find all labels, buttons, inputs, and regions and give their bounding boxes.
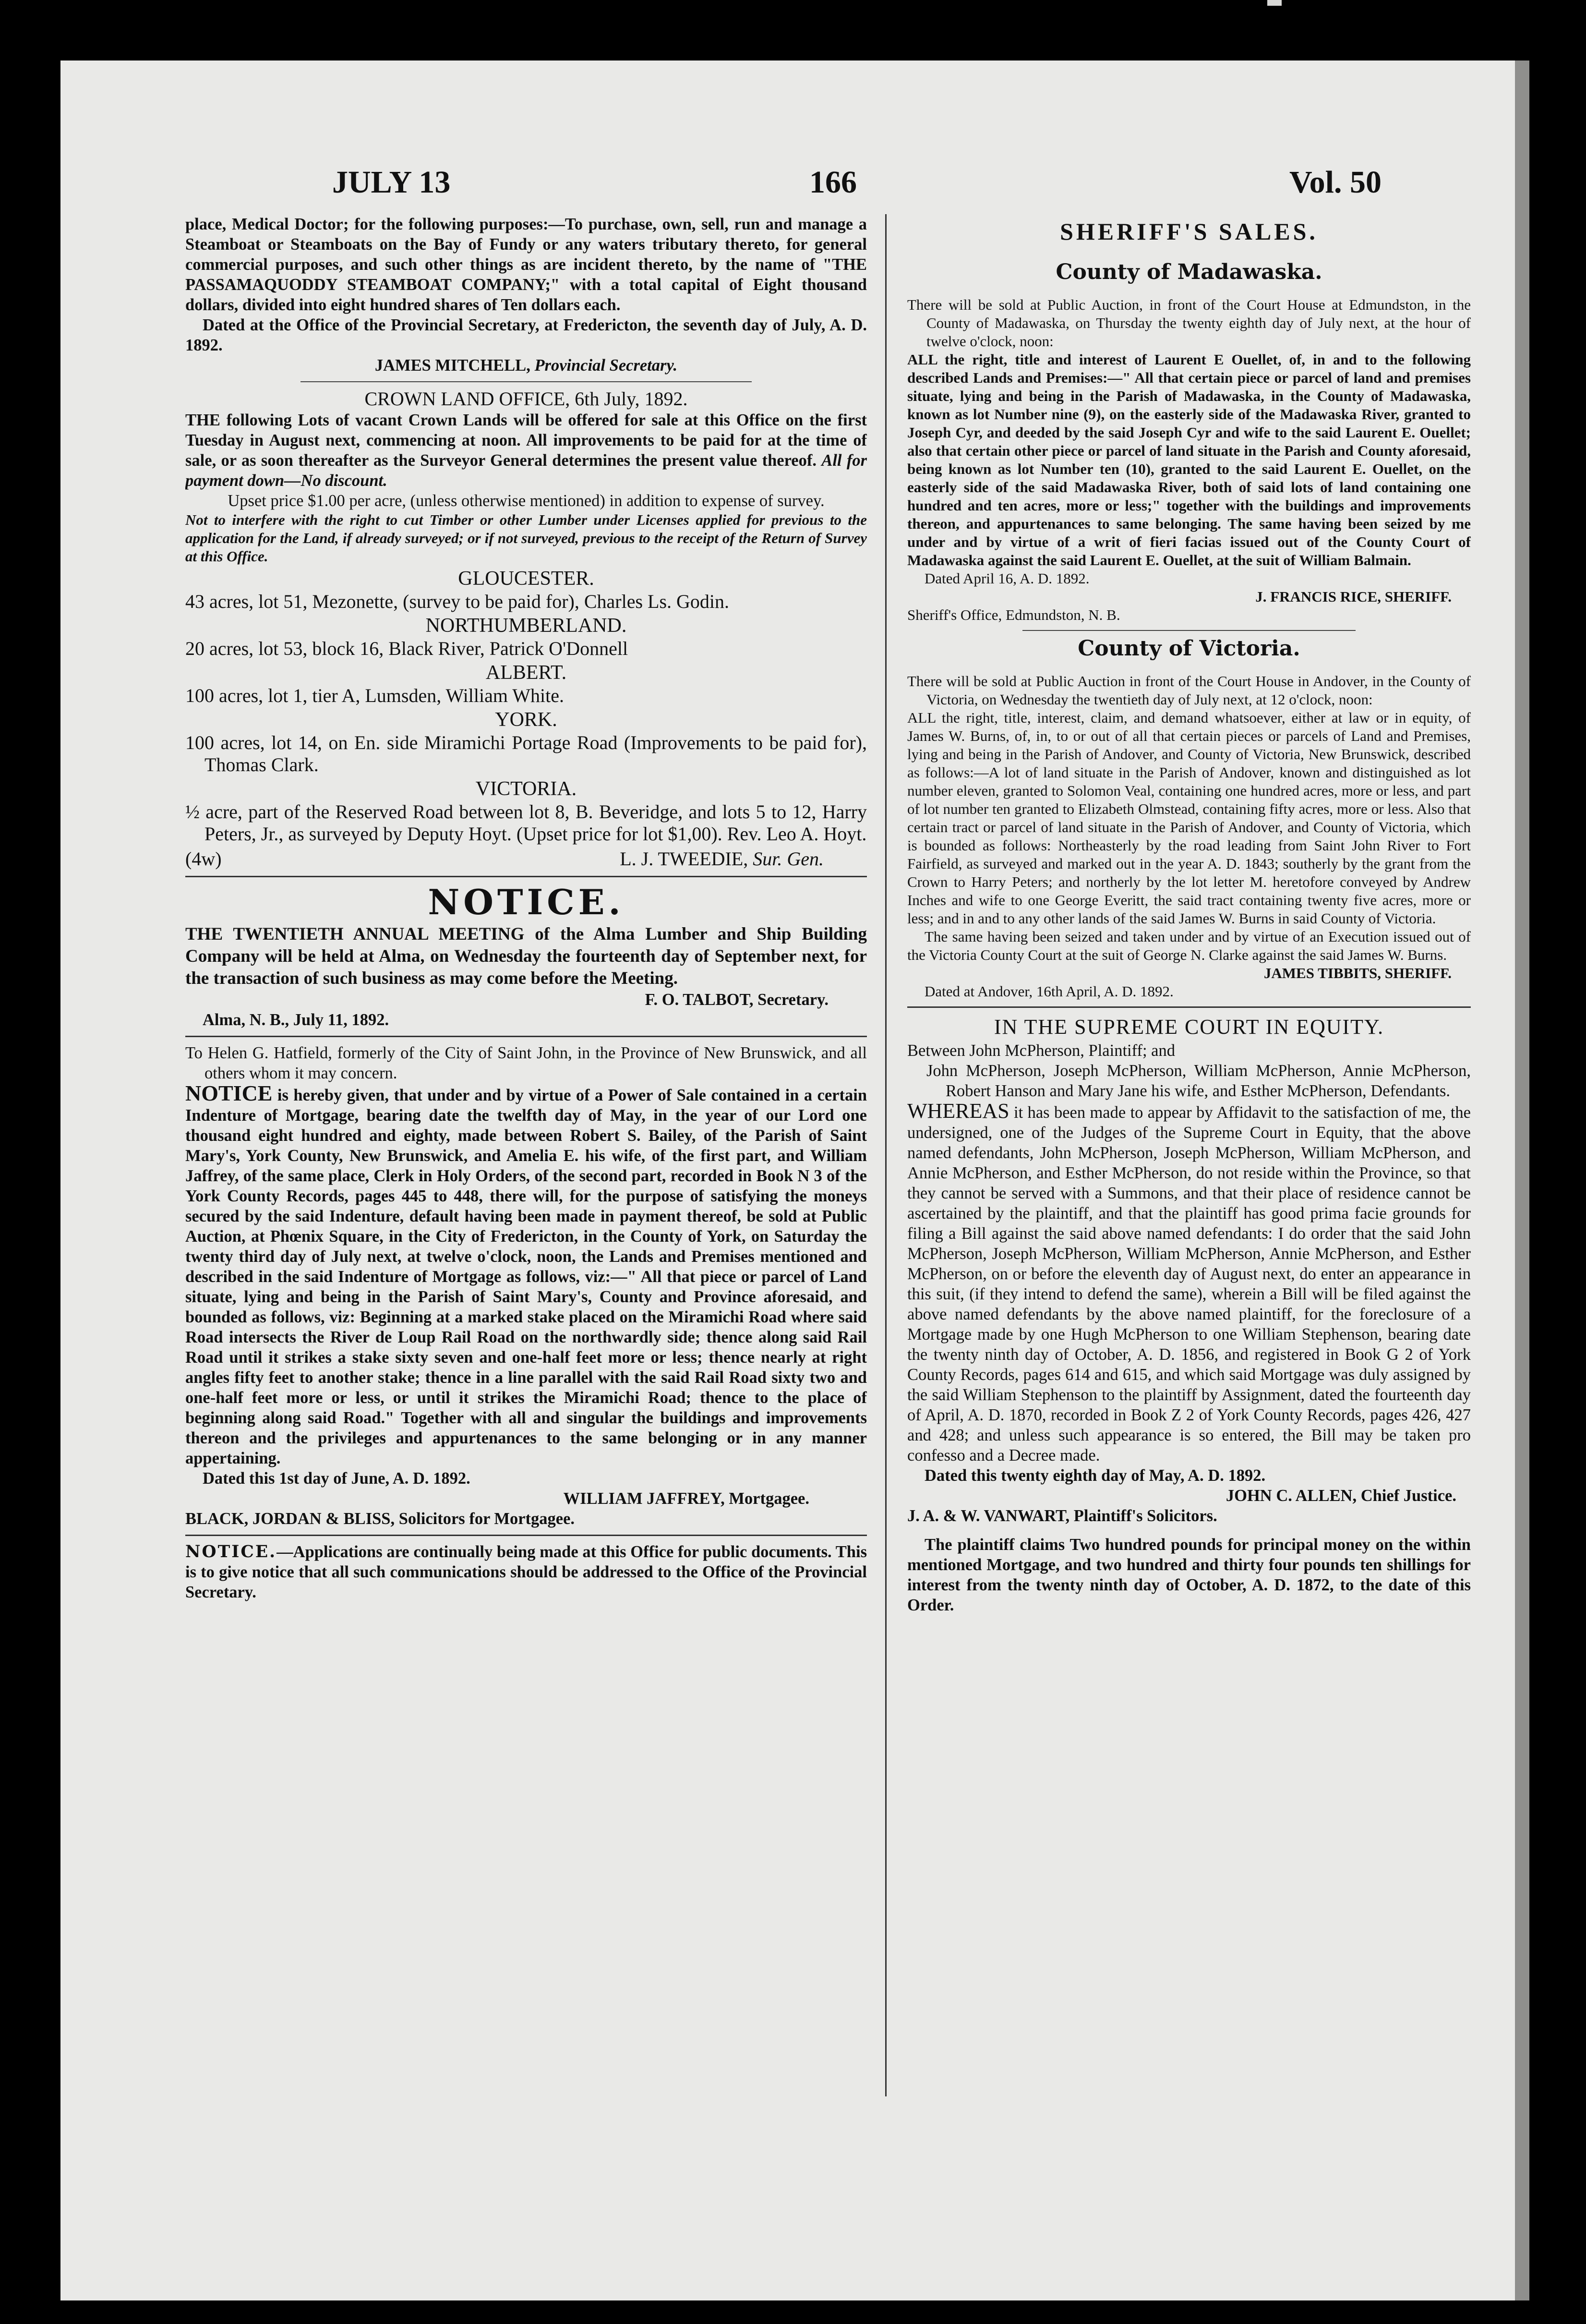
equity-between: Between John McPherson, Plaintiff; and [907, 1041, 1175, 1060]
county-northumberland: NORTHUMBERLAND. [425, 615, 627, 637]
victoria-sheriff-signature: JAMES TIBBITS, SHERIFF. [1263, 965, 1452, 981]
equity-order-dated: Dated this twenty eighth day of May, A. D. 1892. [925, 1466, 1266, 1485]
crown-land-timber-clause: Not to interfere with the right to cut Timber or other Lumber under Licenses applied for previous to the application for the Land, if already surveyed; or if not surveyed, previous to the receipt of the Return of Survey at this Office. [185, 511, 867, 565]
right-column [907, 214, 1471, 2279]
alma-meeting-notice: THE TWENTIETH ANNUAL MEETING of the Alma Lumber and Ship Building Company will be held at Alma, on Wednesday the fourteenth day of September next, for the transaction of such business as may come before the Meeting. [185, 924, 867, 988]
mortgage-notice-lead: NOTICE [185, 1081, 273, 1105]
lot-victoria: ½ acre, part of the Reserved Road between lot 8, B. Beveridge, and lots 5 to 12, Harry Peters, Jr., as surveyed by Deputy Hoyt. (Upset price for lot $1,00). Rev. Leo A. Hoyt. [185, 801, 867, 845]
scan-mark [1267, 0, 1282, 6]
divider [300, 381, 752, 382]
victoria-sale-dated: Dated at Andover, 16th April, A. D. 1892. [925, 983, 1174, 1000]
mortgage-notice-dated: Dated this 1st day of June, A. D. 1892. [203, 1469, 470, 1488]
mortgage-notice-solicitors: BLACK, JORDAN & BLISS, Solicitors for Mortgagee. [185, 1510, 575, 1528]
county-gloucester: GLOUCESTER. [458, 568, 594, 590]
equity-defendants: John McPherson, Joseph McPherson, William McPherson, Annie McPherson, Robert Hanson and Mary Jane his wife, and Esther McPherson, Defendants. [926, 1062, 1471, 1100]
madawaska-sheriff-office: Sheriff's Office, Edmundston, N. B. [907, 606, 1120, 623]
notice-heading-alma: NOTICE. [428, 882, 625, 922]
crown-land-signature: L. J. TWEEDIE, [620, 848, 748, 870]
madawaska-sale-body: ALL the right, title and interest of Laurent E Ouellet, of, in and to the following described Lands and Premises:—" All that certain piece or parcel of land and premises situate, lying and being in the Parish of Madawaska, in the County of Madawaska, known as lot Number nine (9), on the easterly side of the Madawaska River, granted to Joseph Cyr, and deeded by the said Joseph Cyr and wife to the said Laurent E. Ouellet; also that certain other piece or parcel of land situate in the Parish and County aforesaid, being known as lot Number ten (10), granted to the said Laurent E. Ouellet, on the easterly side of the said Madawaska River, both of said lots of land containing one hundred and ten acres, more or less;" together with the buildings and improvements thereon, and appurtenances to same belonging. The same having been seized by me under and by virtue of a writ of fieri facias issued out of the County Court of Madawaska against the said Laurent E. Ouellet, at the suit of William Balmain. [907, 351, 1471, 569]
mortgage-notice-address: To Helen G. Hatfield, formerly of the City of Saint John, in the Province of New Brunswick, and all others whom it may concern. [185, 1044, 867, 1082]
lot-albert: 100 acres, lot 1, tier A, Lumsden, William White. [185, 685, 564, 706]
steamboat-notice-body: place, Medical Doctor; for the following purposes:—To purchase, own, sell, run and manage a Steamboat or Steamboats on the Bay of Fundy or any waters tributary thereto, for general commercial purposes, and such other things as are incident thereto, by the name of "THE PASSAMAQUODDY STEAMBOAT COMPANY;" with a total capital of Eight thousand dollars, divided into eight hundred shares of Ten dollars each. [185, 215, 867, 314]
header-page-number: 166 [809, 165, 857, 200]
alma-notice-signature: F. O. TALBOT, Secretary. [645, 991, 829, 1009]
crown-land-term: (4w) [185, 848, 222, 870]
divider [185, 1535, 867, 1536]
crown-land-body: THE following Lots of vacant Crown Lands will be offered for sale at this Office on the first Tuesday in August next, commencing at noon. All improvements to be paid for at the time of sale, or as soon thereafter as the Surveyor General determines the present value thereof. [185, 411, 867, 470]
equity-order-body: it has been made to appear by Affidavit to the satisfaction of me, the undersigned, one of the Judges of the Supreme Court in Equity, that the above named defendants, John McPherson, Joseph McPherson, William McPherson, and Annie McPherson, and Esther McPherson, do not reside within the Province, so that they cannot be served with a Summons, and that their place of residence cannot be ascertained by the plaintiff, and that the plaintiff has good prima facie grounds for filing a Bill against the said above named defendants: I do order that the said John McPherson, Joseph McPherson, William McPherson, Annie McPherson, and Esther McPherson, on or before the eleventh day of August next, do enter an appearance in this suit, (if they intend to defend the same), wherein a Bill will be filed against the above named defendants by the above named plaintiff, for the foreclosure of a Mortgage made by one Hugh McPherson to one William Stephenson, bearing date the twenty ninth day of October, A. D. 1856, and registered in Book G 2 of York County Records, pages 614 and 615, and which said Mortgage was duly assigned by the said William Stephenson to the plaintiff by Assignment, dated the fourteenth day of April, A. D. 1870, recorded in Book Z 2 of York County Records, pages 426, 427 and 428; and unless such appearance is so entered, the Bill may be taken pro confesso and a Decree made. [907, 1103, 1471, 1465]
lot-northumberland: 20 acres, lot 53, block 16, Black River, Patrick O'Donnell [185, 638, 628, 659]
equity-plaintiff-claim: The plaintiff claims Two hundred pounds for principal money on the within mentioned Mortgage, and two hundred and thirty four pounds ten shillings for interest from the twenty ninth day of October, A. D. 1872, to the date of this Order. [907, 1536, 1471, 1614]
crown-land-upset-price: Upset price $1.00 per acre, (unless otherwise mentioned) in addition to expense of survey. [228, 492, 825, 510]
header-volume: Vol. 50 [1289, 165, 1382, 200]
equity-judge-signature: JOHN C. ALLEN, Chief Justice. [1226, 1487, 1456, 1505]
victoria-sale-intro: There will be sold at Public Auction in front of the Court House in Andover, in the County of Victoria, on Wednesday the twentieth day of July next, at 12 o'clock, noon: [907, 673, 1471, 708]
county-madawaska-heading: County of Madawaska. [1056, 260, 1322, 284]
county-albert: ALBERT. [485, 662, 567, 684]
office-notice-body: —Applications are continually being made at this Office for public documents. This is to give notice that all such communications should be addressed to the Office of the Provincial Secretary. [185, 1543, 867, 1601]
sheriffs-sales-heading: SHERIFF'S SALES. [1060, 218, 1318, 245]
madawaska-sheriff-signature: J. FRANCIS RICE, SHERIFF. [1255, 588, 1452, 605]
newspaper-page [60, 61, 1515, 2300]
header-date: JULY 13 [332, 165, 451, 200]
crown-land-dateline: CROWN LAND OFFICE, 6th July, 1892. [364, 388, 688, 410]
page-edge-shadow [1515, 61, 1529, 2300]
crown-land-signature-title: Sur. Gen. [753, 848, 824, 870]
victoria-sale-body: ALL the right, title, interest, claim, and demand whatsoever, either at law or in equity, of James W. Burns, of, in, to or out of all that certain pieces or parcels of Land and Premises, lying and being in the Parish of Andover, and County of Victoria, New Brunswick, described as follows:—A lot of land situate in the Parish of Andover, known and distinguished as lot number eleven, granted to Solomon Veal, containing one hundred acres, more or less, and part of lot number ten granted to Elizabeth Olmstead, containing fifty acres, more or less. Also that certain tract or parcel of land situate in the Parish of Andover, and County of Victoria, which is bounded as follows: Northeasterly by the road leading from Saint John River to Fort Fairfield, as surveyed and marked out in the year A. D. 1843; southerly by the grant from the Crown to Harry Peters; and northerly by the lot letter M. heretofore conveyed by Andrew Inches and wife to one George Everitt, the said tract containing twenty five acres, more or less; and in and to any other lands of the said James W. Burns in said County of Victoria. [907, 709, 1471, 927]
steamboat-signature: JAMES MITCHELL, [374, 356, 530, 375]
county-victoria-heading: County of Victoria. [1078, 636, 1300, 661]
steamboat-signature-title: Provincial Secretary. [534, 356, 678, 375]
madawaska-sale-dated: Dated April 16, A. D. 1892. [925, 570, 1090, 587]
notice-heading-office: NOTICE. [185, 1542, 277, 1561]
county-york: YORK. [495, 709, 557, 731]
mortgage-notice-signature: WILLIAM JAFFREY, Mortgagee. [563, 1489, 809, 1508]
divider [1022, 630, 1356, 631]
lot-york: 100 acres, lot 14, on En. side Miramichi Portage Road (Improvements to be paid for), Thomas Clark. [185, 732, 867, 775]
left-column [185, 214, 867, 2279]
divider [185, 876, 867, 877]
crown-land-payment-terms: All for payment down—No discount. [185, 451, 867, 490]
equity-order-lead: WHEREAS [907, 1099, 1009, 1123]
county-victoria: VICTORIA. [475, 778, 577, 800]
steamboat-notice-dated: Dated at the Office of the Provincial Secretary, at Fredericton, the seventh day of July, A. D. 1892. [185, 316, 867, 354]
mortgage-notice-body: is hereby given, that under and by virtue of a Power of Sale contained in a certain Indenture of Mortgage, bearing date the twelfth day of May, in the year of our Lord one thousand eight hundred and eighty, made between Robert S. Bailey, of the Parish of Saint Mary's, York County, New Brunswick, and Amelia E. his wife, of the first part, and William Jaffrey, of the same place, Clerk in Holy Orders, of the second part, recorded in Book N 3 of the York County Records, pages 445 to 448, there will, for the purpose of satisfying the moneys secured by the said Indenture, default having been made in payment thereof, be sold at Public Auction, at Phœnix Square, in the City of Fredericton, in the County of York, on Saturday the twenty third day of July next, at twelve o'clock, noon, the Lands and Premises mentioned and described in the said Indenture of Mortgage as follows, viz:—" All that piece or parcel of Land situate, lying and being in the Parish of Saint Mary's, County and Province aforesaid, and bounded as follows, viz: Beginning at a marked stake placed on the Miramichi Road where said Road intersects the River de Loup Rail Road on the northwardly side; thence along said Rail Road until it strikes a stake sixty seven and one-half feet more or less; thence nearly at right angles fifty feet to another stake; thence in a line parallel with the said Rail Road sixty two and one-half feet more or less, or until it strikes the Miramichi Road; thence to the place of beginning along said Road." Together with all and singular the buildings and improvements thereon and the privileges and appurtenances to the same belonging or in any manner appertaining. [185, 1086, 867, 1467]
lot-gloucester: 43 acres, lot 51, Mezonette, (survey to be paid for), Charles Ls. Godin. [185, 591, 730, 612]
column-divider [885, 214, 887, 2096]
victoria-sale-seized: The same having been seized and taken under and by virtue of an Execution issued out of the Victoria County Court at the suit of George N. Clarke against the said James W. Burns. [907, 928, 1471, 963]
alma-notice-dated: Alma, N. B., July 11, 1892. [203, 1011, 389, 1029]
divider [185, 1036, 867, 1037]
divider [907, 1006, 1471, 1008]
equity-court-heading: IN THE SUPREME COURT IN EQUITY. [994, 1015, 1384, 1039]
equity-plaintiff-solicitors: J. A. & W. VANWART, Plaintiff's Solicitors. [907, 1507, 1217, 1525]
madawaska-sale-intro: There will be sold at Public Auction, in front of the Court House at Edmundston, in the County of Madawaska, on Thursday the twenty eighth day of July next, at the hour of twelve o'clock, noon: [907, 296, 1471, 350]
